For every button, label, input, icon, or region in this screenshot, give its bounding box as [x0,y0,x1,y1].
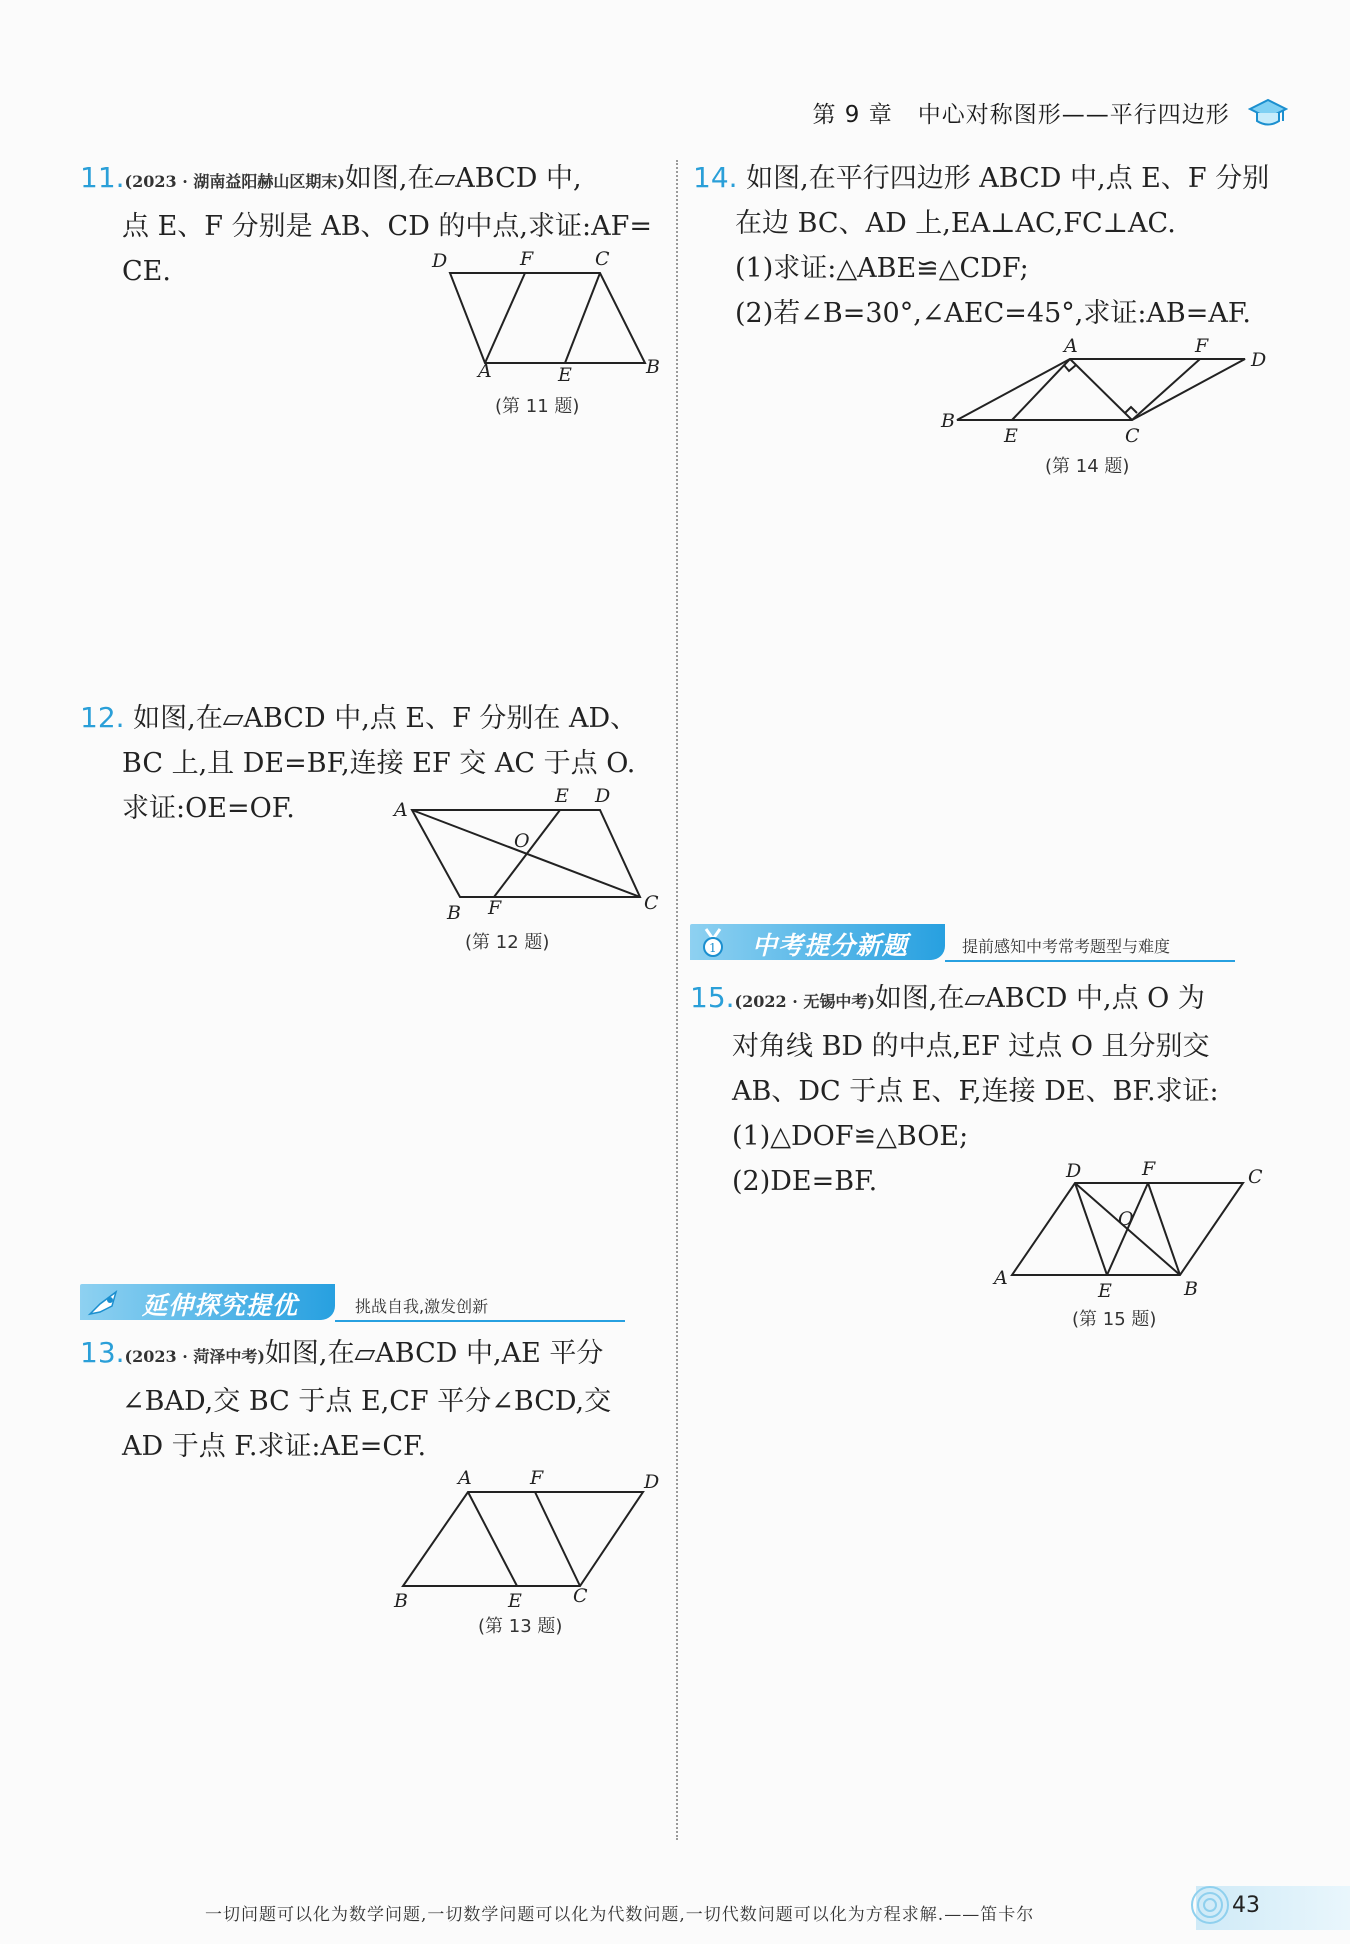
point-label: B [646,356,660,378]
problem-text: ∠BAD,交 BC 于点 E,CF 平分∠BCD,交 [122,1386,612,1417]
problem-number: 14. [693,161,738,194]
banner-subtitle: 提前感知中考常考题型与难度 [962,937,1171,956]
problem-text: CE. [122,256,171,287]
problem-source: (2022 · 无锡中考) [734,992,875,1011]
problem-text: 求证:OE=OF. [122,793,295,824]
figure-11 [420,245,680,385]
problem-number: 15. [690,981,735,1014]
problem-text: (1)△DOF≌△BOE; [732,1121,969,1152]
problem-text: 如图,在▱ABCD 中,点 O 为 [874,983,1205,1014]
problem-text: BC 上,且 DE=BF,连接 EF 交 AC 于点 O. [122,748,636,779]
figure-caption: (第 14 题) [1045,456,1130,477]
figure-caption: (第 12 题) [465,932,550,953]
point-label: A [994,1267,1008,1289]
point-label: C [1125,425,1140,447]
problem-text: 对角线 BD 的中点,EF 过点 O 且分别交 [732,1031,1210,1062]
problem-text: 如图,在▱ABCD 中, [344,163,582,194]
problem-text: AD 于点 F.求证:AE=CF. [122,1431,427,1462]
problem-number: 12. [80,701,125,734]
figure-caption: (第 13 题) [478,1616,563,1637]
point-label: F [1142,1158,1156,1180]
problem-source: (2023 · 湖南益阳赫山区期末) [124,172,345,191]
problem-text: (2)若∠B=30°,∠AEC=45°,求证:AB=AF. [735,298,1251,329]
point-label: D [1066,1160,1082,1182]
footer-quote: 一切问题可以化为数学问题,一切数学问题可以化为代数问题,一切代数问题可以化为方程求解.——笛卡尔 [205,1905,1035,1925]
point-label: O [1118,1208,1134,1230]
section-banner-extension [80,1284,625,1322]
point-label: D [432,250,448,272]
problem-text: AB、DC 于点 E、F,连接 DE、BF.求证: [732,1076,1219,1107]
point-label: A [478,360,492,382]
problem-text: 如图,在平行四边形 ABCD 中,点 E、F 分别 [746,163,1270,194]
point-label: E [555,785,569,807]
chapter-title: 中心对称图形——平行四边形 [917,102,1230,128]
problem-number: 13. [80,1336,125,1369]
point-label: D [644,1471,660,1493]
point-label: E [1098,1280,1112,1302]
problem-text: (1)求证:△ABE≌△CDF; [735,253,1029,284]
point-label: F [1195,335,1209,357]
point-label: A [394,799,408,821]
banner-title: 中考提分新题 [752,931,909,960]
point-label: F [488,897,502,919]
figure-13 [390,1468,670,1618]
problem-text: 如图,在▱ABCD 中,点 E、F 分别在 AD、 [133,703,638,734]
medal-icon [698,927,728,963]
figure-12 [390,785,670,925]
figure-caption: (第 11 题) [495,396,580,417]
point-label: B [447,902,461,924]
point-label: D [595,785,611,807]
point-label: D [1251,349,1267,371]
point-label: C [644,892,659,914]
point-label: A [458,1468,472,1489]
point-label: E [1004,425,1018,447]
figure-15 [990,1155,1275,1305]
column-divider [676,160,678,1840]
problem-text: (2)DE=BF. [732,1166,878,1197]
point-label: B [1184,1278,1198,1300]
point-label: E [508,1590,522,1612]
banner-subtitle: 挑战自我,激发创新 [355,1297,489,1316]
point-label: C [573,1585,588,1607]
page-number: 43 [1232,1893,1260,1918]
point-label: C [595,248,610,270]
figure-caption: (第 15 题) [1072,1309,1157,1330]
problem-14 [693,155,1293,336]
point-label: B [941,410,955,432]
point-label: F [530,1468,544,1489]
rocket-icon [86,1288,126,1322]
problem-text: 在边 BC、AD 上,EA⊥AC,FC⊥AC. [735,208,1176,239]
problem-source: (2023 · 菏泽中考) [124,1347,265,1366]
point-label: A [1064,335,1078,357]
chapter-number: 第 9 章 [812,102,893,128]
point-label: B [394,1590,408,1612]
problem-text: 点 E、F 分别是 AB、CD 的中点,求证:AF= [122,211,652,242]
problem-number: 11. [80,161,125,194]
banner-title: 延伸探究提优 [142,1291,299,1320]
chapter-header [812,96,1288,135]
point-label: C [1248,1166,1263,1188]
spiral-icon [1188,1883,1232,1931]
problem-text: 如图,在▱ABCD 中,AE 平分 [264,1338,604,1369]
problem-13 [80,1330,660,1469]
figure-14 [935,335,1275,450]
section-banner-exam [690,924,1235,962]
point-label: E [558,364,572,385]
point-label: F [520,248,534,270]
svg-text:1: 1 [709,941,717,955]
graduation-cap-icon [1248,97,1288,135]
point-label: O [514,830,530,852]
